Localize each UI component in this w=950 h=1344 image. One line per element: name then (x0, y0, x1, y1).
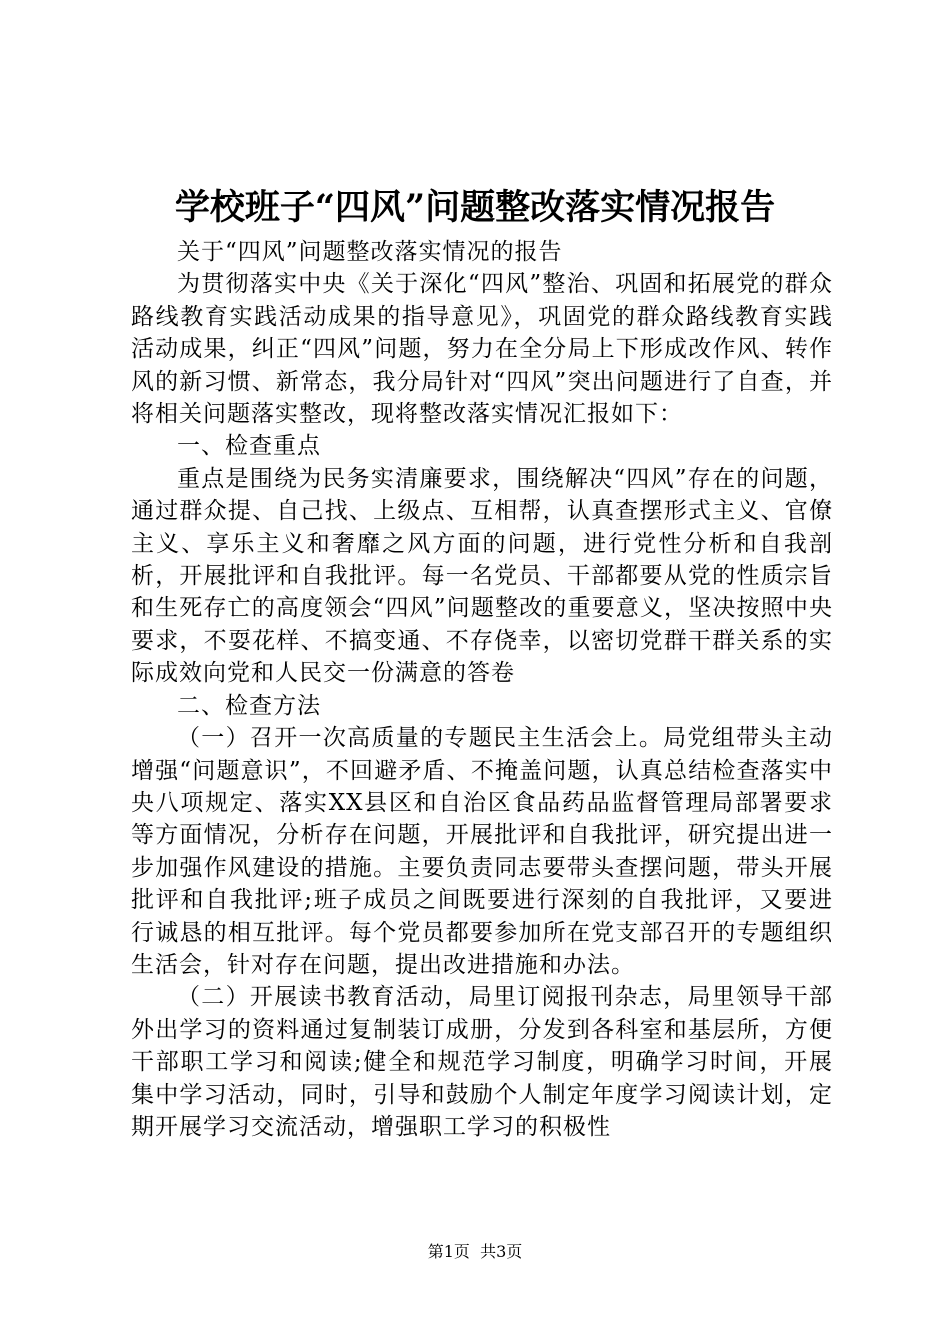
intro-paragraph: 为贯彻落实中央《关于深化“四风”整治、巩固和拓展党的群众路线教育实践活动成果的指导意见》，巩固党的群众路线教育实践活动成果，纠正“四风”问题，努力在全分局上下形成改作风、转作风的新习惯、新常态，我分局针对“四风”突出问题进行了自查，并将相关问题落实整改，现将整改落实情况汇报如下： (131, 271, 833, 428)
document-body (131, 236, 833, 1143)
page-footer (0, 1241, 950, 1263)
page-number: 第1页 (427, 1242, 470, 1261)
method-paragraph-1: （一）召开一次高质量的专题民主生活会上。局党组带头主动增强“问题意识”，不回避矛盾、不掩盖问题，认真总结检查落实中央八项规定、落实XX县区和自治区食品药品监督管理局部署要求等方面情况，分析存在问题，开展批评和自我批评，研究提出进一步加强作风建设的措施。主要负责同志要带头查摆问题，带头开展批评和自我批评;班子成员之间既要进行深刻的自我批评，又要进行诚恳的相互批评。每个党员都要参加所在党支部召开的专题组织生活会，针对存在问题，提出改进措施和办法。 (131, 725, 833, 978)
section-heading-method: 二、检查方法 (177, 692, 321, 719)
report-subtitle: 关于“四风”问题整改落实情况的报告 (177, 239, 563, 265)
method-paragraph-2: （二）开展读书教育活动，局里订阅报刊杂志，局里领导干部外出学习的资料通过复制装订成册，分发到各科室和基层所，方便干部职工学习和阅读;健全和规范学习制度，明确学习时间，开展集中学习活动，同时，引导和鼓励个人制定年度学习阅读计划，定期开展学习交流活动，增强职工学习的积极性 (131, 984, 833, 1140)
footer-separator (470, 1242, 480, 1261)
document-title: 学校班子“四风”问题整改落实情况报告 (174, 187, 776, 228)
focus-paragraph: 重点是围绕为民务实清廉要求，围绕解决“四风”存在的问题，通过群众提、自己找、上级点、互相帮，认真查摆形式主义、官僚主义、享乐主义和奢靡之风方面的问题，进行党性分析和自我剖析，开展批评和自我批评。每一名党员、干部都要从党的性质宗旨和生死存亡的高度领会“四风”问题整改的重要意义，坚决按照中央要求，不耍花样、不搞变通、不存侥幸，以密切党群干群关系的实际成效向党和人民交一份满意的答卷 (131, 465, 833, 687)
page-total: 共3页 (480, 1242, 523, 1261)
section-heading-focus: 一、检查重点 (177, 433, 321, 460)
